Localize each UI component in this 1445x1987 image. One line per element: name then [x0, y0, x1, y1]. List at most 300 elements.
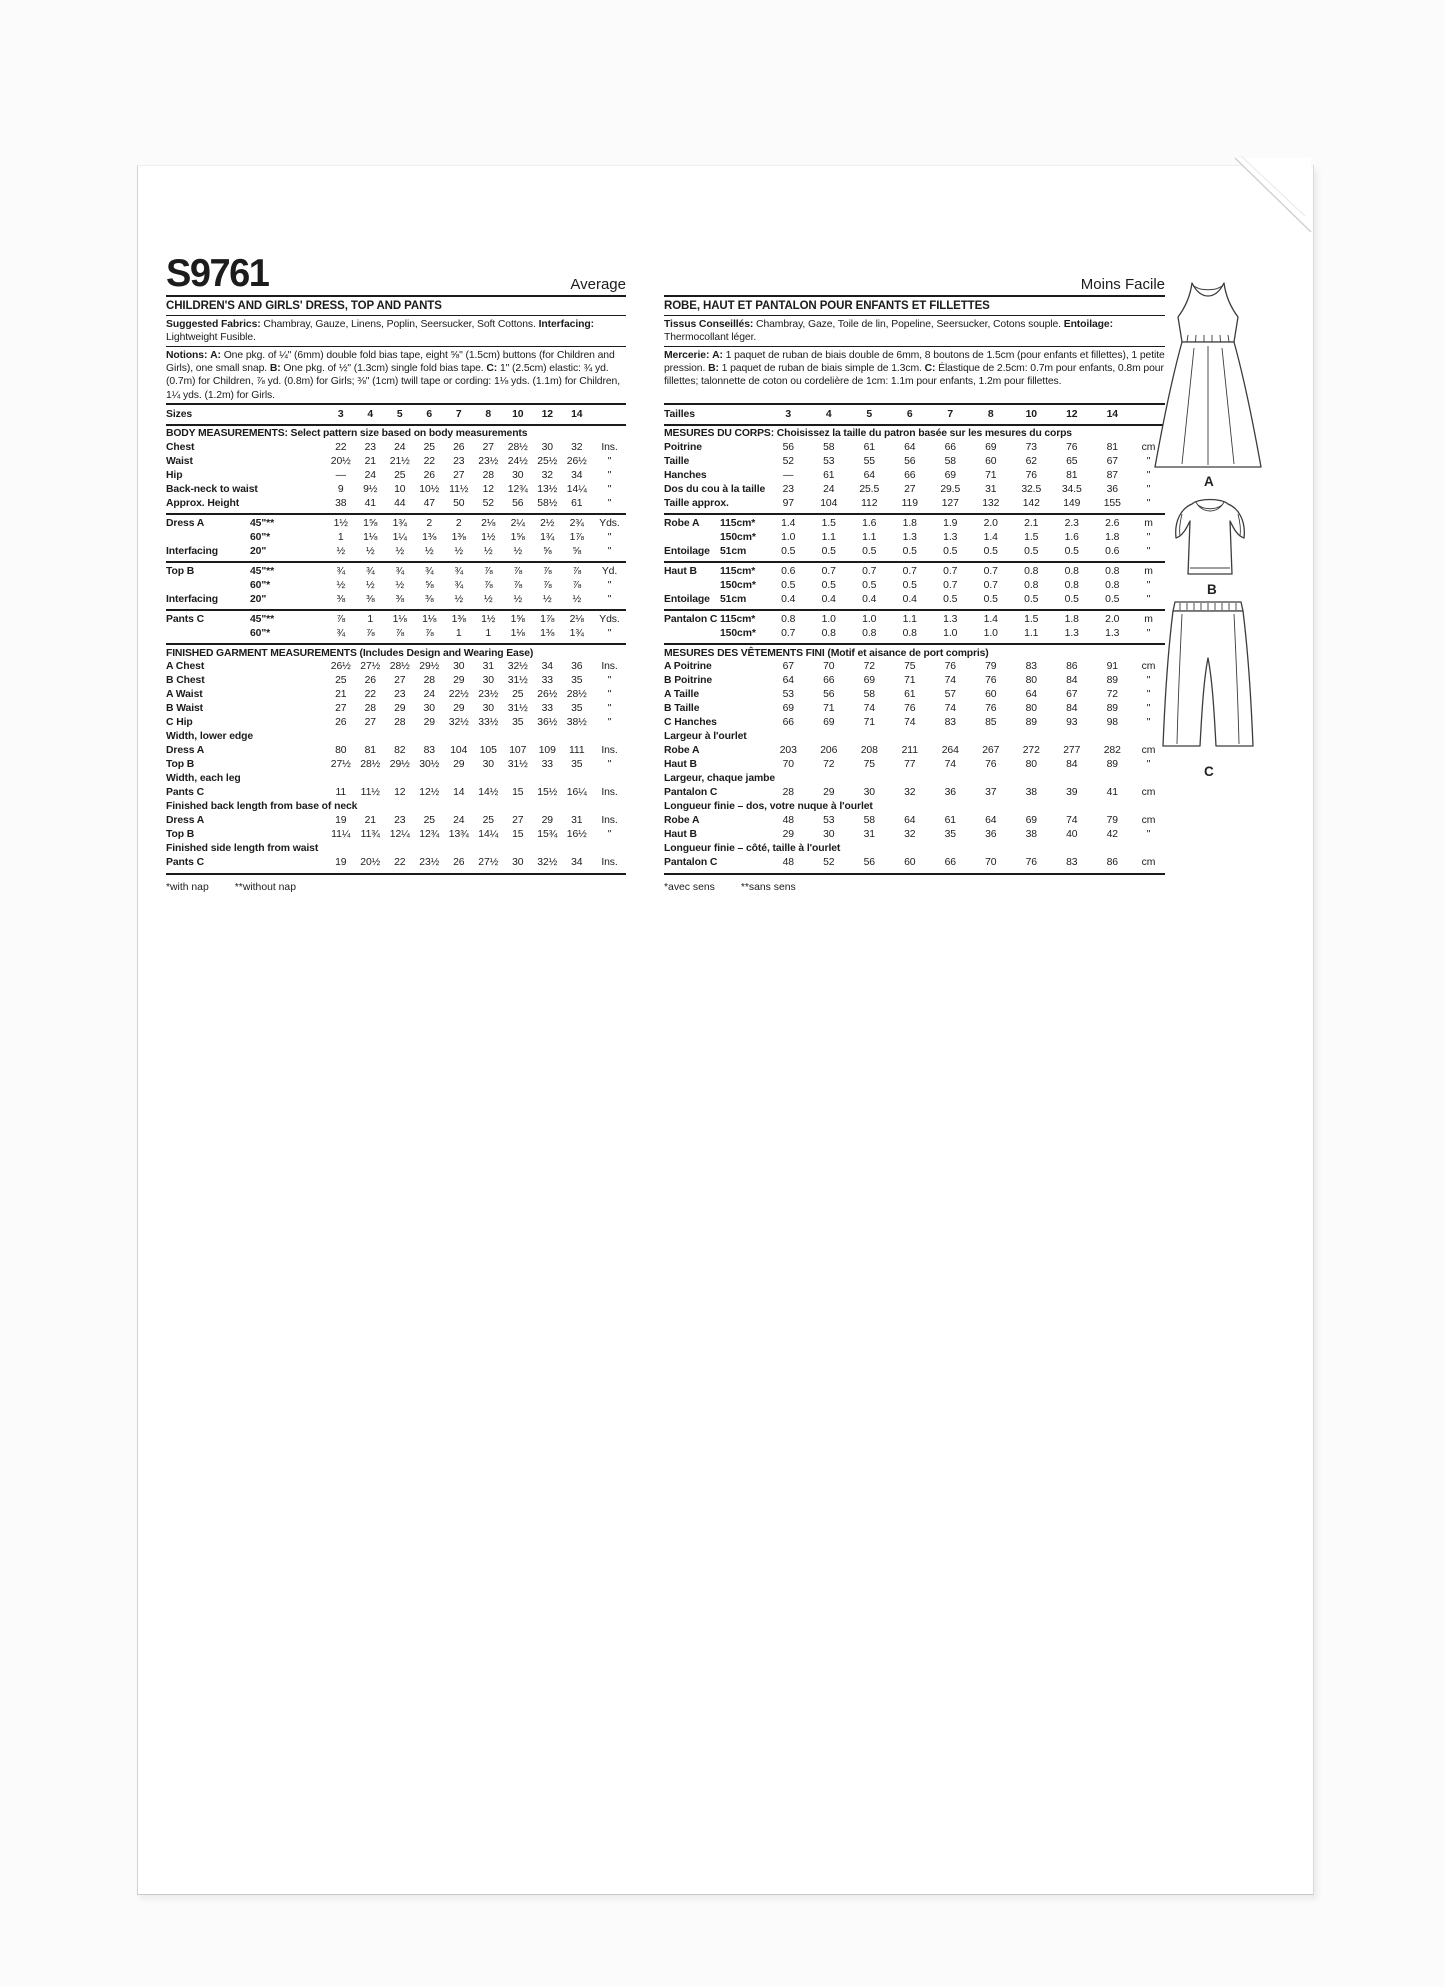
value-cell: 31½ [507, 703, 528, 714]
unit-cell: " [1146, 675, 1151, 686]
value-cell: 66 [823, 675, 835, 686]
value-cell: 30 [512, 857, 524, 868]
value-cell: 29 [453, 759, 465, 770]
value-cell: 32½ [537, 857, 558, 868]
row-label: Robe A [664, 518, 700, 529]
value-cell: 26½ [537, 689, 558, 700]
value-cell: 23 [364, 442, 376, 453]
value-cell: 1.1 [821, 532, 836, 543]
unit-cell: " [1146, 628, 1151, 639]
value-cell: 22 [364, 689, 376, 700]
value-cell: 24 [453, 815, 465, 826]
value-cell: 25 [335, 675, 347, 686]
table-row [166, 517, 626, 531]
value-cell: 44 [394, 498, 406, 509]
value-cell: ½ [542, 594, 552, 605]
value-cell: ⅞ [483, 566, 493, 577]
table-row: Longueur finie – dos, votre nuque à l'ourlet [664, 801, 873, 812]
row-label: Haut B [664, 566, 697, 577]
value-cell: 36 [985, 829, 997, 840]
value-cell: 1.6 [1064, 532, 1079, 543]
table-row [166, 758, 626, 772]
value-cell: 56 [782, 442, 794, 453]
value-cell: 21 [364, 815, 376, 826]
unit-cell: " [1146, 546, 1151, 557]
value-cell: 1.3 [902, 532, 917, 543]
value-cell: 30 [453, 661, 465, 672]
value-cell: 52 [782, 456, 794, 467]
value-cell: ½ [483, 594, 493, 605]
row-width-label: 115cm* [720, 518, 756, 529]
value-cell: 74 [863, 703, 875, 714]
value-cell: 23½ [419, 857, 440, 868]
value-cell: 21½ [389, 456, 410, 467]
value-cell: 24 [823, 484, 835, 495]
value-cell: 1⅝ [363, 518, 378, 529]
value-cell: 2 [455, 518, 462, 529]
row-label: B Waist [166, 703, 204, 714]
text-segment: Notions: [166, 350, 208, 361]
table-row [664, 660, 1165, 674]
value-cell: 0.8 [821, 628, 836, 639]
value-cell: 111 [569, 745, 585, 756]
text-segment: C: [924, 363, 936, 375]
value-cell: 28½ [389, 661, 410, 672]
value-cell: 70 [985, 857, 997, 868]
unit-cell: Ins. [601, 442, 618, 453]
value-cell: 0.4 [781, 594, 796, 605]
table-row [664, 613, 1165, 627]
value-cell: 1⅛ [363, 532, 378, 543]
unit-cell: " [607, 675, 612, 686]
value-cell: 112 [861, 498, 878, 509]
row-label: Top B [166, 829, 195, 840]
value-cell: ½ [336, 546, 346, 557]
value-cell: 29½ [419, 661, 440, 672]
value-cell: 35 [571, 759, 583, 770]
value-cell: 1.6 [862, 518, 877, 529]
table-row: Largeur, chaque jambe [664, 773, 776, 784]
value-cell: 31 [863, 829, 875, 840]
row-label: Pantalon C [664, 614, 718, 625]
row-width-label: 45"** [250, 566, 275, 577]
value-cell: 0.5 [1024, 546, 1039, 557]
row-label: Tailles [664, 408, 695, 420]
value-cell: 0.4 [902, 594, 917, 605]
value-cell: 73 [1025, 442, 1037, 453]
value-cell: 69 [1025, 815, 1037, 826]
value-cell: 47 [423, 498, 435, 509]
value-cell: 1¾ [392, 518, 407, 529]
body-measurements-section [664, 441, 1165, 515]
value-cell: 58 [863, 689, 875, 700]
value-cell: 72 [823, 759, 835, 770]
unit-cell: " [607, 580, 612, 591]
value-cell: ¾ [395, 566, 405, 577]
text-segment: Lightweight Fusible. [166, 332, 256, 344]
value-cell: 26½ [566, 456, 587, 467]
value-cell: 0.5 [943, 546, 958, 557]
table-row [664, 702, 1165, 716]
row-width-label: 150cm* [720, 628, 756, 639]
value-cell: 14 [571, 408, 583, 420]
value-cell: 74 [944, 759, 956, 770]
nap-footnote [166, 875, 626, 893]
value-cell: ⅞ [424, 628, 434, 639]
value-cell: 1.4 [781, 518, 796, 529]
difficulty-rating-french: Moins Facile [1080, 276, 1165, 293]
table-row [664, 545, 1165, 559]
value-cell: 80 [1025, 703, 1037, 714]
value-cell: 76 [1025, 857, 1037, 868]
row-width-label: 115cm* [720, 614, 756, 625]
value-cell: 38 [335, 498, 347, 509]
row-label: Interfacing [166, 546, 219, 557]
value-cell: ⅞ [542, 566, 552, 577]
masthead-french [664, 254, 1165, 294]
text-segment: Thermocollant léger. [664, 332, 757, 344]
table-row [166, 545, 626, 559]
value-cell: 36 [571, 661, 583, 672]
sizes-header-row [664, 403, 1165, 426]
row-label: B Poitrine [664, 675, 713, 686]
row-label: Hanches [664, 470, 707, 481]
value-cell: 79 [1106, 815, 1118, 826]
footnote-text: *avec sens [664, 882, 715, 893]
value-cell: 74 [904, 717, 916, 728]
value-cell: 8 [987, 408, 994, 420]
value-cell: 34 [571, 857, 583, 868]
value-cell: 84 [1066, 675, 1078, 686]
value-cell: 1½ [481, 532, 496, 543]
value-cell: 27 [335, 703, 347, 714]
value-cell: 0.5 [781, 546, 796, 557]
value-cell: 15 [512, 787, 524, 798]
row-label: Robe A [664, 745, 700, 756]
value-cell: 26 [423, 470, 435, 481]
value-cell: 35 [512, 717, 524, 728]
value-cell: 12¾ [419, 829, 440, 840]
value-cell: ¾ [336, 628, 346, 639]
table-row: Finished side length from waist [166, 843, 319, 854]
value-cell: 86 [1106, 857, 1118, 868]
unit-cell: cm [1141, 815, 1156, 826]
value-cell: 60 [985, 456, 997, 467]
text-segment: Chambray, Gaze, Toile de lin, Popeline, Seersucker, Cotons souple. [753, 319, 1064, 330]
row-label: A Waist [166, 689, 203, 700]
value-cell: 1¼ [392, 532, 407, 543]
table-row: Largeur à l'ourlet [664, 731, 747, 742]
value-cell: 9 [337, 484, 344, 495]
row-width-label: 20" [250, 594, 267, 605]
value-cell: ⅜ [395, 594, 405, 605]
value-cell: ½ [395, 580, 405, 591]
value-cell: ¾ [365, 566, 375, 577]
row-label: Waist [166, 456, 193, 467]
value-cell: 1⅞ [540, 614, 555, 625]
value-cell: 2⅛ [569, 614, 584, 625]
value-cell: 7 [947, 408, 954, 420]
table-row [166, 814, 626, 828]
text-segment: B: [708, 363, 719, 375]
unit-cell: Yd. [601, 566, 618, 577]
value-cell: 28 [482, 470, 494, 481]
value-cell: 66 [944, 857, 956, 868]
yardage-group [166, 563, 626, 611]
value-cell: 34 [571, 470, 583, 481]
value-cell: 13¾ [448, 829, 469, 840]
value-cell: ¾ [424, 566, 434, 577]
value-cell: 64 [904, 815, 916, 826]
french-measurement-table [664, 403, 1165, 893]
value-cell: 83 [1025, 661, 1037, 672]
value-cell: 82 [394, 745, 406, 756]
text-segment: A: [712, 350, 723, 361]
value-cell: 6 [426, 408, 433, 420]
value-cell: 1.0 [862, 614, 877, 625]
unit-cell: " [607, 532, 612, 543]
value-cell: 76 [985, 703, 997, 714]
french-column [664, 254, 1165, 893]
value-cell: 0.7 [943, 566, 958, 577]
value-cell: 12¼ [389, 829, 410, 840]
unit-cell: " [607, 484, 612, 495]
value-cell: 87 [1106, 470, 1118, 481]
table-row [166, 579, 626, 593]
value-cell: 1⅛ [422, 614, 437, 625]
row-width-label: 60"* [250, 532, 271, 543]
value-cell: 1.1 [862, 532, 877, 543]
value-cell: 0.4 [821, 594, 836, 605]
value-cell: 64 [1025, 689, 1037, 700]
value-cell: 58 [944, 456, 956, 467]
value-cell: 107 [509, 745, 527, 756]
value-cell: 22 [423, 456, 435, 467]
value-cell: 0.8 [902, 628, 917, 639]
table-row [664, 688, 1165, 702]
table-row [664, 716, 1165, 730]
value-cell: 24 [423, 689, 435, 700]
value-cell: 277 [1063, 745, 1081, 756]
value-cell: 25 [482, 815, 494, 826]
value-cell: 1.1 [1024, 628, 1039, 639]
sizes-header-row [166, 403, 626, 426]
value-cell: 31 [571, 815, 583, 826]
table-row [664, 627, 1165, 641]
value-cell: 10 [512, 408, 524, 420]
value-cell: 52 [823, 857, 835, 868]
value-cell: 71 [823, 703, 835, 714]
table-row [166, 497, 626, 511]
value-cell: 0.7 [943, 580, 958, 591]
row-width-label: 45"** [250, 614, 275, 625]
unit-cell: Ins. [601, 787, 618, 798]
value-cell: 1.8 [902, 518, 917, 529]
value-cell: 21 [335, 689, 347, 700]
value-cell: 67 [782, 661, 794, 672]
value-cell: 24½ [507, 456, 528, 467]
value-cell: 69 [863, 675, 875, 686]
pattern-envelope-back-sheet [137, 165, 1314, 1895]
value-cell: 2.0 [983, 518, 998, 529]
value-cell: 8 [485, 408, 492, 420]
row-label: Pantalon C [664, 857, 718, 868]
row-label: C Hip [166, 717, 193, 728]
table-row [166, 593, 626, 607]
value-cell: ½ [513, 594, 523, 605]
value-cell: 1.5 [821, 518, 836, 529]
value-cell: 282 [1103, 745, 1121, 756]
text-segment: Élastique de 2.5cm: 0.7m pour enfants, 0.8m pour fillettes; talonnette de coton ou cordelière de 1cm: 1.1m pour enfants, 1.2m pour fillettes. [664, 363, 1164, 388]
value-cell: 0.5 [943, 594, 958, 605]
finished-measurements-section [166, 660, 626, 870]
value-cell: 16¼ [566, 787, 587, 798]
value-cell: 132 [982, 498, 1000, 509]
value-cell: 89 [1106, 675, 1118, 686]
value-cell: ½ [336, 580, 346, 591]
unit-cell: m [1144, 614, 1153, 625]
row-width-label: 45"** [250, 518, 275, 529]
value-cell: 64 [985, 815, 997, 826]
table-row [166, 441, 626, 455]
value-cell: 56 [863, 857, 875, 868]
value-cell: 74 [1066, 815, 1078, 826]
value-cell: 28 [394, 717, 406, 728]
table-row [166, 613, 626, 627]
row-label: Dress A [166, 745, 205, 756]
value-cell: 33 [541, 759, 553, 770]
unit-cell: " [1146, 703, 1151, 714]
value-cell: 29½ [389, 759, 410, 770]
mercerie-paragraph [664, 347, 1165, 401]
value-cell: 0.6 [781, 566, 796, 577]
value-cell: 53 [823, 815, 835, 826]
value-cell: 27½ [360, 661, 381, 672]
row-label: A Poitrine [664, 661, 712, 672]
value-cell: — [335, 470, 346, 481]
value-cell: 25 [423, 815, 435, 826]
figure-a-label: A [1204, 474, 1214, 489]
unit-cell: " [607, 703, 612, 714]
row-label: Haut B [664, 829, 697, 840]
value-cell: 4 [367, 408, 374, 420]
value-cell: 24 [364, 470, 376, 481]
value-cell: ⅞ [395, 628, 405, 639]
value-cell: 0.7 [983, 580, 998, 591]
value-cell: 36 [1106, 484, 1118, 495]
value-cell: 1 [337, 532, 344, 543]
value-cell: 1⅜ [451, 614, 466, 625]
value-cell: 89 [1025, 717, 1037, 728]
table-row [166, 786, 626, 800]
table-row [664, 758, 1165, 772]
value-cell: 56 [512, 498, 524, 509]
value-cell: 42 [1106, 829, 1118, 840]
pants-c-illustration [1142, 596, 1274, 779]
value-cell: 15½ [537, 787, 558, 798]
value-cell: 0.7 [902, 566, 917, 577]
value-cell: 30 [482, 703, 494, 714]
value-cell: ⅞ [365, 628, 375, 639]
garment-title-french: ROBE, HAUT ET PANTALON POUR ENFANTS ET FILLETTES [664, 300, 990, 312]
table-row [166, 702, 626, 716]
row-width-label: 150cm* [720, 532, 756, 543]
yardage-group [166, 515, 626, 563]
table-row [664, 744, 1165, 758]
value-cell: 10 [1025, 408, 1037, 420]
value-cell: 55 [863, 456, 875, 467]
text-segment: 1" (2.5cm) elastic: ¾ yd. (0.7m) for Children, ⅞ yd. (0.8m) for Girls; ⅜" (1cm) twill tape or cording: 1⅛ yds. (1.1m) for Children, 1¼ yds. (1.2m) for Girls. [166, 363, 620, 401]
value-cell: 66 [904, 470, 916, 481]
value-cell: 50 [453, 498, 465, 509]
value-cell: 60 [904, 857, 916, 868]
value-cell: 1 [367, 614, 374, 625]
table-row: Finished back length from base of neck [166, 801, 358, 812]
table-row [166, 674, 626, 688]
table-row [166, 716, 626, 730]
value-cell: 1.5 [1024, 614, 1039, 625]
value-cell: 85 [985, 717, 997, 728]
unit-cell: cm [1141, 857, 1156, 868]
value-cell: 67 [1066, 689, 1078, 700]
value-cell: ½ [395, 546, 405, 557]
value-cell: 22 [394, 857, 406, 868]
value-cell: 27 [453, 470, 465, 481]
row-width-label: 115cm* [720, 566, 756, 577]
value-cell: 23 [453, 456, 465, 467]
value-cell: 0.8 [1024, 566, 1039, 577]
value-cell: ¾ [336, 566, 346, 577]
value-cell: 58 [863, 815, 875, 826]
row-label: A Chest [166, 661, 205, 672]
value-cell: 25.5 [859, 484, 880, 495]
value-cell: 26 [364, 675, 376, 686]
value-cell: 3 [337, 408, 344, 420]
text-segment: B: [269, 363, 281, 375]
value-cell: 76 [985, 759, 997, 770]
table-row: Width, lower edge [166, 731, 254, 742]
value-cell: 61 [904, 689, 916, 700]
value-cell: 2 [426, 518, 433, 529]
value-cell: 20½ [360, 857, 381, 868]
value-cell: 66 [944, 442, 956, 453]
value-cell: 1.0 [983, 628, 998, 639]
value-cell: 35 [571, 675, 583, 686]
value-cell: 80 [1025, 675, 1037, 686]
value-cell: 211 [901, 745, 918, 756]
value-cell: 31½ [507, 759, 528, 770]
row-width-label: 60"* [250, 580, 271, 591]
value-cell: 67 [1106, 456, 1118, 467]
value-cell: 53 [782, 689, 794, 700]
value-cell: 21 [364, 456, 376, 467]
value-cell: ⅞ [572, 580, 582, 591]
unit-cell: " [1146, 594, 1151, 605]
value-cell: 56 [823, 689, 835, 700]
value-cell: 0.5 [1064, 594, 1079, 605]
footnote-text: *with nap [166, 882, 209, 893]
value-cell: 0.5 [1024, 594, 1039, 605]
value-cell: ⅞ [542, 580, 552, 591]
text-segment: 1 paquet de ruban de biais double de 6mm, 8 boutons de 1.5cm (pour enfants et fillettes), 1 petite pression. [664, 350, 1165, 375]
value-cell: 11¾ [360, 829, 380, 840]
value-cell: 1.4 [983, 532, 998, 543]
value-cell: 48 [782, 857, 794, 868]
unit-cell: Yds. [599, 518, 620, 529]
value-cell: ½ [454, 546, 464, 557]
value-cell: 61 [863, 442, 875, 453]
table-row [166, 455, 626, 469]
